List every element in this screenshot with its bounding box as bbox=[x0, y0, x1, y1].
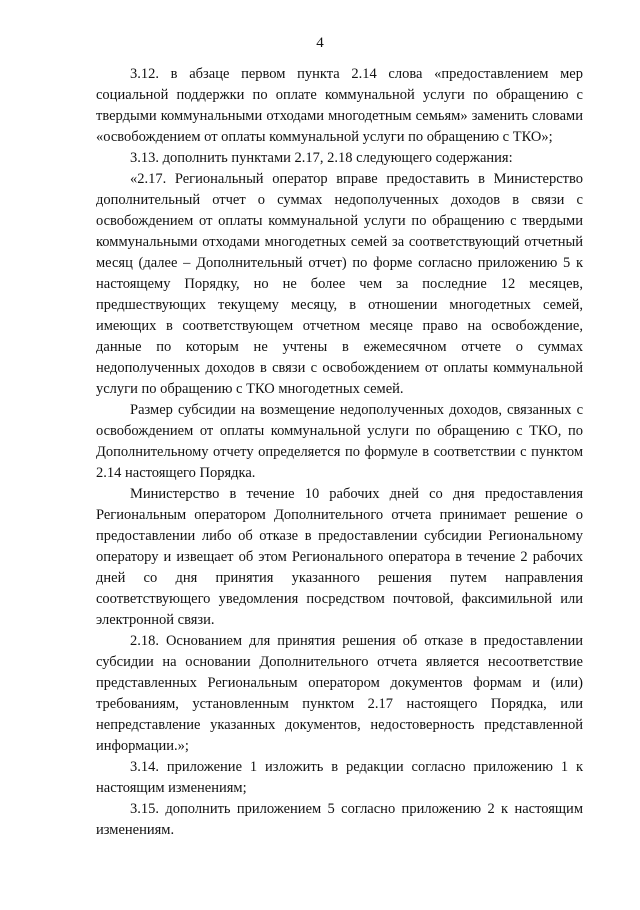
paragraph-3-14: 3.14. приложение 1 изложить в редакции согласно приложению 1 к настоящим изменениям; bbox=[96, 759, 583, 796]
document-body bbox=[96, 64, 583, 841]
paragraph-subsidy-amount: Размер субсидии на возмещение недополученных доходов, связанных с освобождением от оплаты коммунальной услуги по обращению с ТКО, по Дополнительному отчету определяется по формуле в соответствии с пунктом 2.14 настоящего Порядка. bbox=[96, 402, 583, 481]
paragraph-3-13: 3.13. дополнить пунктами 2.17, 2.18 следующего содержания: bbox=[130, 150, 513, 166]
paragraph-2-17: «2.17. Региональный оператор вправе предоставить в Министерство дополнительный отчет о суммах недополученных доходов в связи с освобождением от оплаты коммунальной услуги по обращению с твердыми коммунальными отходами многодетных семей за соответствующий отчетный месяц (далее – Дополнительный отчет) по форме согласно приложению 5 к настоящему Порядку, но не более чем за последние 12 месяцев, предшествующих текущему месяцу, в отношении многодетных семей, имеющих в соответствующем отчетном месяце право на освобождение, данные по которым не учтены в ежемесячном отчете о суммах недополученных доходов в связи с освобождением от оплаты коммунальной услуги по обращению с ТКО многодетных семей. bbox=[96, 171, 583, 397]
paragraph-2-18: 2.18. Основанием для принятия решения об отказе в предоставлении субсидии на основании Дополнительного отчета является несоответствие представленных Региональным оператором документов формам и (или) требованиям, установленным пунктом 2.17 настоящего Порядка, или непредставление указанных документов, недостоверность представленной информации.»; bbox=[96, 633, 583, 754]
paragraph-3-12: 3.12. в абзаце первом пункта 2.14 слова «предоставлением мер социальной поддержки по оплате коммунальной услуги по обращению с твердыми коммунальными отходами многодетным семьям» заменить словами «освобождением от оплаты коммунальной услуги по обращению с ТКО»; bbox=[96, 66, 583, 145]
page-number: 4 bbox=[316, 35, 324, 51]
paragraph-ministry-decision: Министерство в течение 10 рабочих дней со дня предоставления Региональным оператором Дополнительного отчета принимает решение о предоставлении либо об отказе в предоставлении субсидии Региональному оператору и извещает об этом Регионального оператора в течение 2 рабочих дней со дня принятия указанного решения путем направления соответствующего уведомления посредством почтовой, факсимильной или электронной связи. bbox=[96, 486, 583, 628]
paragraph-3-15: 3.15. дополнить приложением 5 согласно приложению 2 к настоящим изменениям. bbox=[96, 801, 583, 838]
